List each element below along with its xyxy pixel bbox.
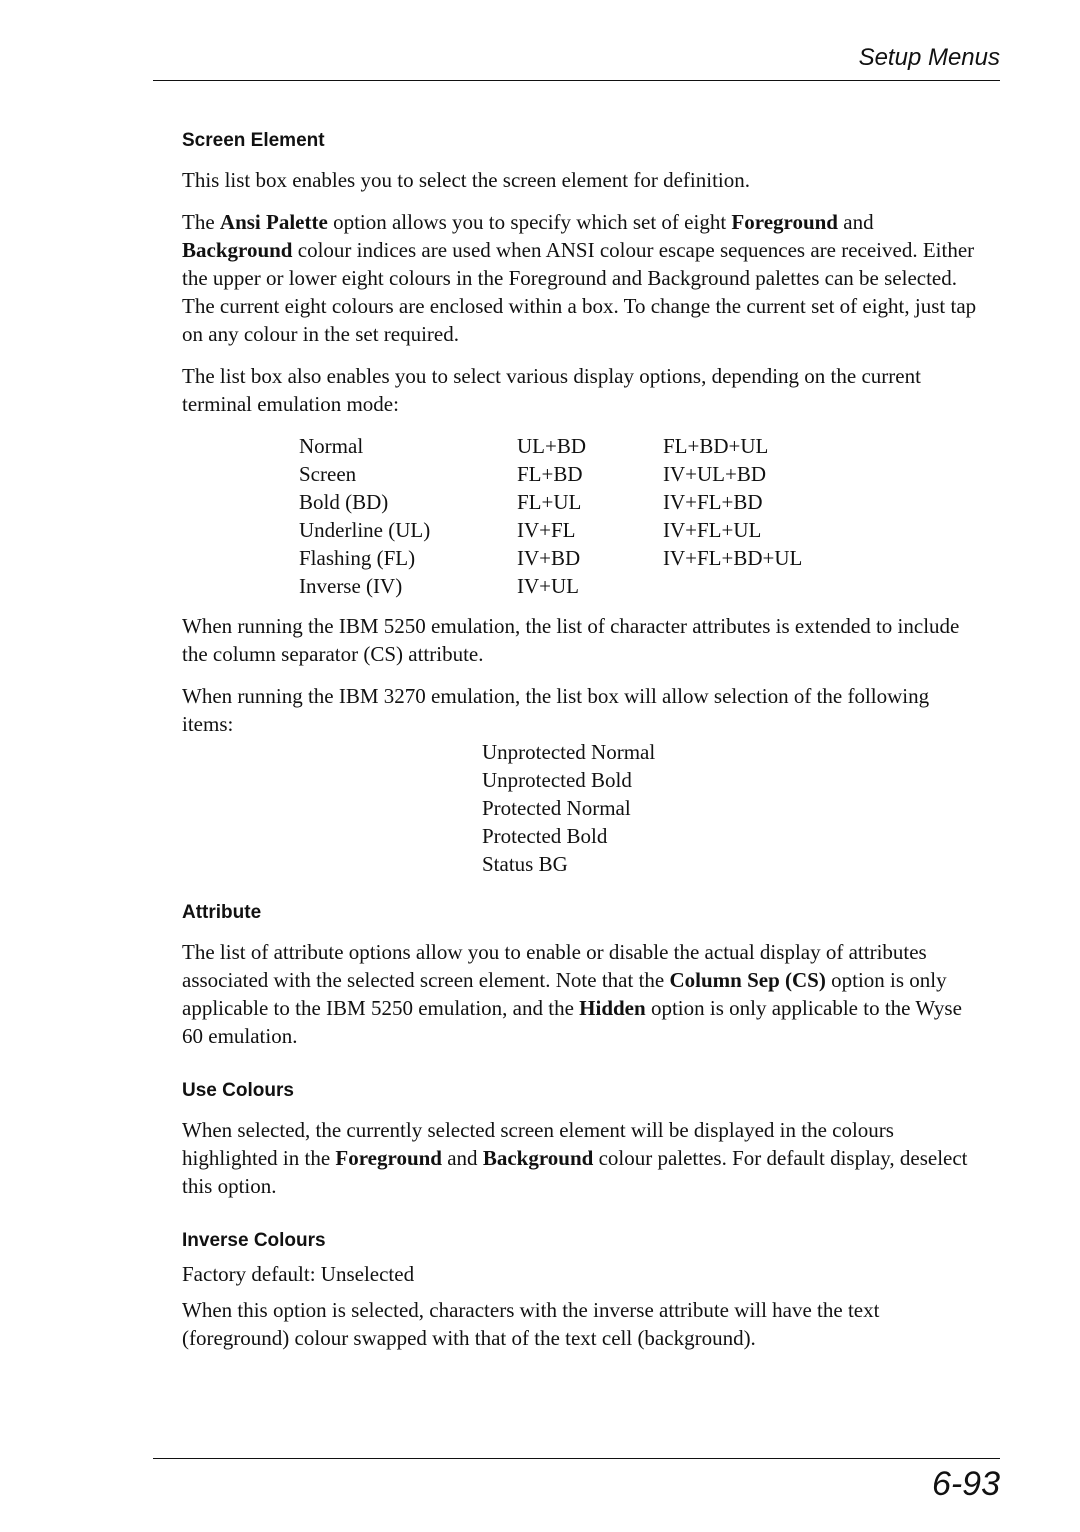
paragraph: Factory default: Unselected: [182, 1262, 415, 1286]
table-cell: Normal: [299, 434, 364, 458]
table-cell: FL+BD: [517, 462, 583, 486]
list-item: Status BG: [482, 852, 568, 876]
heading-screen-element: Screen Element: [182, 130, 325, 151]
table-cell: IV+FL+BD+UL: [663, 546, 803, 570]
table-cell: IV+FL: [517, 518, 576, 542]
heading-attribute: Attribute: [182, 902, 262, 923]
page-number: 6-93: [931, 1465, 1000, 1503]
list-item: Protected Normal: [482, 796, 631, 820]
table-row: [299, 432, 802, 460]
paragraph: When running the IBM 3270 emulation, the list box will allow selection of the following items:: [182, 684, 930, 736]
table-cell: Inverse (IV): [299, 574, 403, 598]
table-cell: FL+BD+UL: [663, 434, 769, 458]
table-row: [299, 488, 802, 516]
heading-inverse-colours: Inverse Colours: [182, 1230, 326, 1251]
table-cell: [663, 572, 802, 600]
table-cell: Screen: [299, 462, 357, 486]
paragraph: When this option is selected, characters with the inverse attribute will have the text (foreground) colour swapped with that of the text cell (background).: [182, 1298, 880, 1350]
table-cell: IV+UL: [517, 574, 579, 598]
paragraph: This list box enables you to select the screen element for definition.: [182, 168, 751, 192]
table-cell: Underline (UL): [299, 518, 431, 542]
header-rule: [153, 80, 1000, 81]
list-item: Unprotected Normal: [482, 740, 656, 764]
page-body: [182, 126, 982, 1366]
table-row: [299, 516, 802, 544]
table-cell: FL+UL: [517, 490, 582, 514]
table-cell: IV+UL+BD: [663, 462, 767, 486]
paragraph: The Ansi Palette option allows you to specify which set of eight Foreground and Background colour indices are used when ANSI colour escape sequences are received. Either the upper or lower eight colours in the Foreground and Background palettes can be selected. The current eight colours are enclosed within a box. To change the current set of eight, just tap on any colour in the set required.: [182, 210, 977, 346]
paragraph: When running the IBM 5250 emulation, the list of character attributes is extended to include the column separator (CS) attribute.: [182, 614, 960, 666]
table-cell: Flashing (FL): [299, 546, 416, 570]
display-options-table: [299, 432, 802, 600]
running-header: Setup Menus: [858, 44, 1000, 71]
paragraph: When selected, the currently selected screen element will be displayed in the colours highlighted in the Foreground and Background colour palettes. For default display, deselect this option.: [182, 1118, 968, 1198]
table-row: [299, 572, 802, 600]
list-item: Unprotected Bold: [482, 768, 632, 792]
table-cell: UL+BD: [517, 434, 587, 458]
paragraph: The list box also enables you to select various display options, depending on the current terminal emulation mode:: [182, 364, 921, 416]
ibm3270-items-list: [482, 738, 982, 878]
list-item: Protected Bold: [482, 824, 608, 848]
table-cell: IV+FL+UL: [663, 518, 762, 542]
table-cell: IV+FL+BD: [663, 490, 763, 514]
footer-rule: [153, 1458, 1000, 1459]
paragraph: The list of attribute options allow you to enable or disable the actual display of attributes associated with the selected screen element. Note that the Column Sep (CS) option is only applicable to the IBM 5250 emulation, and the Hidden option is only applicable to the Wyse 60 emulation.: [182, 940, 962, 1048]
table-cell: IV+BD: [517, 546, 581, 570]
table-row: [299, 544, 802, 572]
table-cell: Bold (BD): [299, 490, 389, 514]
heading-use-colours: Use Colours: [182, 1080, 294, 1101]
table-row: [299, 460, 802, 488]
